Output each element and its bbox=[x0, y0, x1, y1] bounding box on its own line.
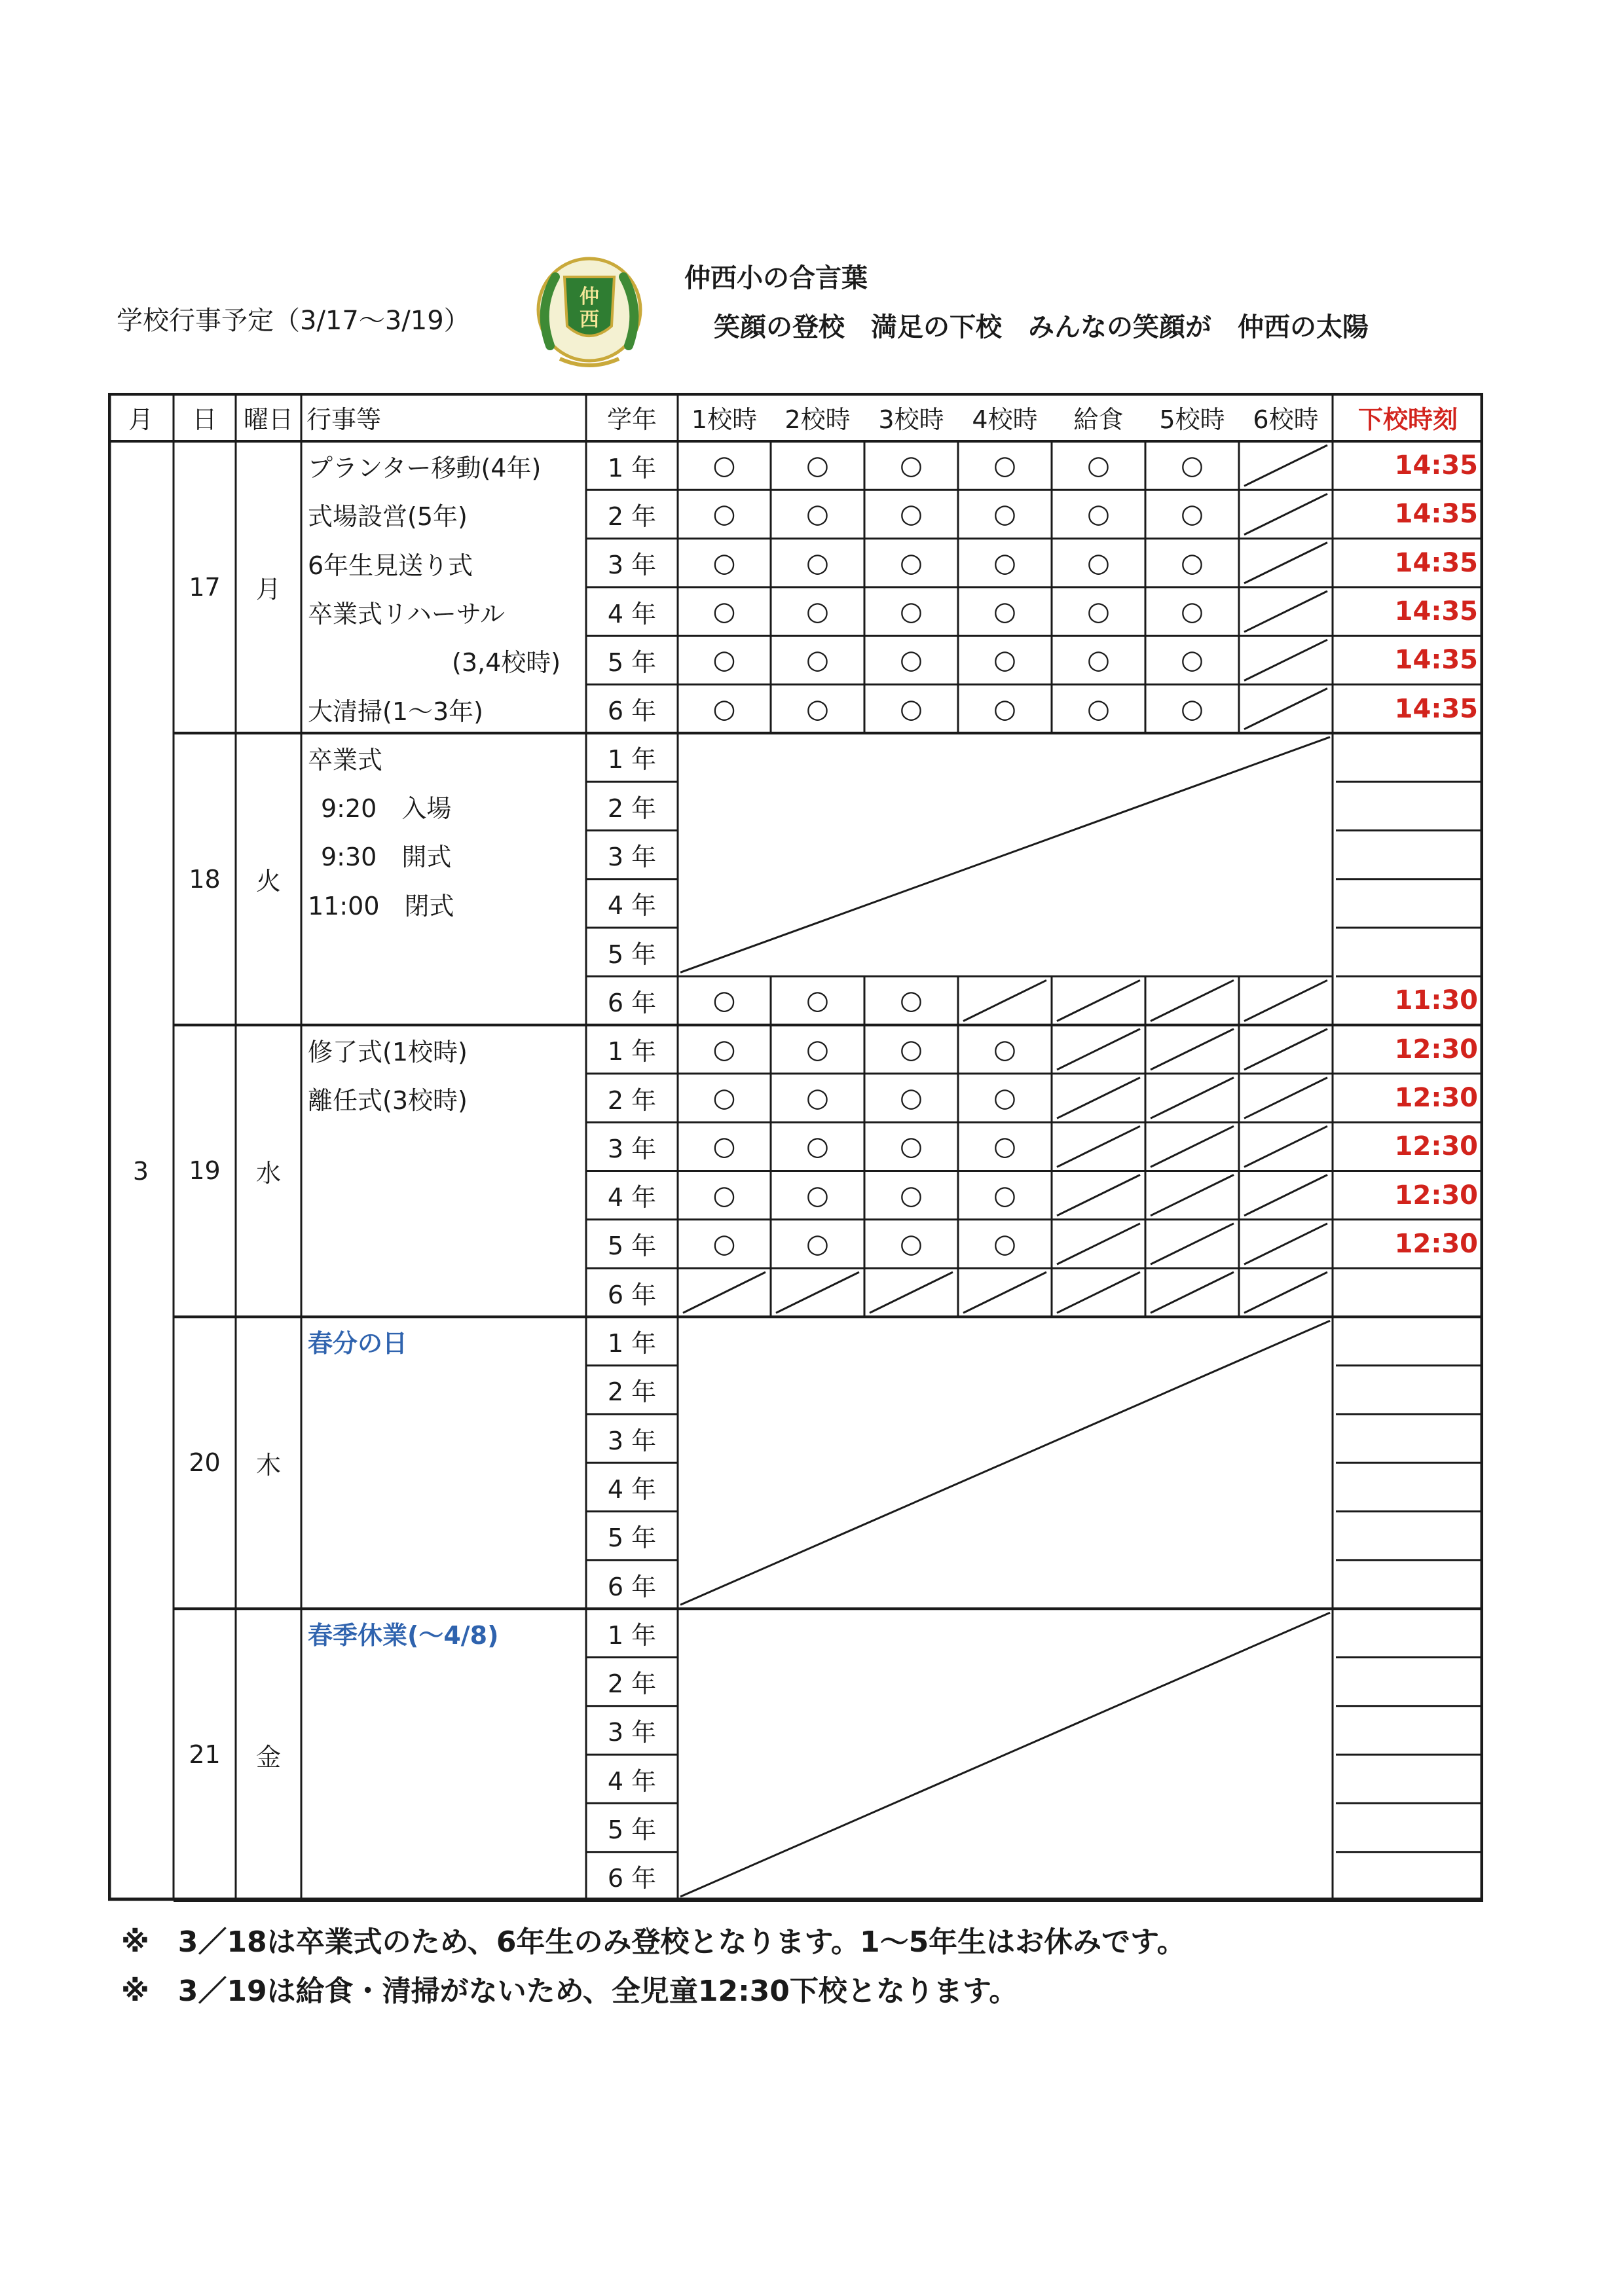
dismissal-time bbox=[1333, 1755, 1483, 1803]
event-text: 卒業式リハーサル bbox=[308, 599, 505, 629]
weekday-cell: 木 bbox=[255, 1450, 281, 1480]
svg-text:西: 西 bbox=[580, 308, 599, 331]
slash-mark bbox=[1244, 543, 1327, 583]
schedule-table bbox=[108, 393, 1483, 1905]
dismissal-time bbox=[1333, 1803, 1483, 1851]
attendance-mark: ○ bbox=[993, 1131, 1016, 1162]
grade-cell: 1 年 bbox=[607, 453, 657, 483]
dismissal-time: 12:30 bbox=[1394, 1083, 1478, 1114]
attendance-mark: ○ bbox=[900, 1034, 923, 1065]
slash-mark bbox=[1244, 640, 1327, 680]
slash-mark bbox=[1244, 1175, 1327, 1216]
dismissal-time bbox=[1333, 879, 1483, 928]
attendance-mark: ○ bbox=[806, 499, 829, 530]
attendance-mark: ○ bbox=[993, 450, 1016, 481]
dismissal-time: 14:35 bbox=[1394, 450, 1478, 481]
slash-mark bbox=[1244, 980, 1327, 1021]
col-header: 学年 bbox=[606, 405, 657, 434]
event-text: 離任式(3校時) bbox=[308, 1085, 468, 1115]
attendance-mark: ○ bbox=[993, 1034, 1016, 1065]
dismissal-time bbox=[1333, 1852, 1483, 1901]
dismissal-time: 14:35 bbox=[1394, 547, 1478, 578]
slash-mark bbox=[963, 1272, 1046, 1313]
event-text: 式場設営(5年) bbox=[308, 502, 468, 532]
attendance-mark: ○ bbox=[712, 985, 736, 1016]
col-header: 2校時 bbox=[784, 405, 851, 434]
attendance-mark: ○ bbox=[712, 596, 736, 627]
grade-cell: 6 年 bbox=[607, 1572, 657, 1601]
month-cell: 3 bbox=[132, 1156, 149, 1186]
attendance-mark: ○ bbox=[1087, 693, 1110, 724]
grade-cell: 1 年 bbox=[607, 1329, 657, 1358]
grade-cell: 5 年 bbox=[607, 1523, 657, 1553]
col-header: 下校時刻 bbox=[1357, 405, 1458, 434]
attendance-mark: ○ bbox=[1181, 499, 1204, 530]
dismissal-time bbox=[1333, 1609, 1483, 1657]
col-header: 行事等 bbox=[306, 405, 382, 434]
dismissal-time bbox=[1333, 1706, 1483, 1755]
grade-cell: 3 年 bbox=[607, 843, 657, 872]
slash-mark bbox=[1151, 1126, 1234, 1167]
motto-heading: 仲西小の合言葉 bbox=[684, 263, 868, 293]
dismissal-time bbox=[1333, 782, 1483, 830]
col-header: 曜日 bbox=[243, 405, 293, 434]
slash-mark bbox=[1057, 1272, 1140, 1313]
attendance-mark: ○ bbox=[900, 596, 923, 627]
attendance-mark: ○ bbox=[1087, 596, 1110, 627]
event-text: 9:30 開式 bbox=[321, 843, 452, 872]
attendance-mark: ○ bbox=[900, 1131, 923, 1162]
dismissal-time bbox=[1333, 1560, 1483, 1609]
dismissal-time: 12:30 bbox=[1394, 1131, 1478, 1162]
dismissal-time bbox=[1333, 928, 1483, 976]
attendance-mark: ○ bbox=[1087, 645, 1110, 676]
dismissal-time bbox=[1333, 1317, 1483, 1365]
attendance-mark: ○ bbox=[806, 1131, 829, 1162]
attendance-mark: ○ bbox=[993, 547, 1016, 578]
attendance-mark: ○ bbox=[806, 693, 829, 724]
grade-cell: 4 年 bbox=[607, 599, 657, 629]
grade-cell: 3 年 bbox=[607, 1426, 657, 1455]
grade-cell: 5 年 bbox=[607, 939, 657, 969]
event-text: 6年生見送り式 bbox=[308, 551, 473, 580]
grade-cell: 5 年 bbox=[607, 1231, 657, 1261]
dismissal-time: 12:30 bbox=[1394, 1034, 1478, 1065]
attendance-mark: ○ bbox=[900, 499, 923, 530]
dismissal-time: 12:30 bbox=[1394, 1180, 1478, 1211]
date-cell: 19 bbox=[189, 1156, 221, 1186]
grade-cell: 5 年 bbox=[607, 647, 657, 677]
dismissal-time bbox=[1333, 1366, 1483, 1414]
attendance-mark: ○ bbox=[712, 1083, 736, 1114]
attendance-mark: ○ bbox=[1181, 693, 1204, 724]
attendance-mark: ○ bbox=[1087, 450, 1110, 481]
attendance-mark: ○ bbox=[993, 499, 1016, 530]
col-header: 日 bbox=[192, 405, 217, 434]
grade-cell: 6 年 bbox=[607, 1864, 657, 1893]
slash-mark bbox=[1151, 1224, 1234, 1264]
attendance-mark: ○ bbox=[712, 645, 736, 676]
col-header: 4校時 bbox=[972, 405, 1038, 434]
attendance-mark: ○ bbox=[900, 1228, 923, 1259]
grade-cell: 3 年 bbox=[607, 1134, 657, 1163]
attendance-mark: ○ bbox=[900, 645, 923, 676]
dismissal-time bbox=[1333, 830, 1483, 879]
event-text: 9:20 入場 bbox=[321, 794, 452, 824]
attendance-mark: ○ bbox=[993, 1180, 1016, 1211]
attendance-mark: ○ bbox=[1087, 499, 1110, 530]
slash-mark bbox=[1244, 1078, 1327, 1118]
col-header: 6校時 bbox=[1253, 405, 1319, 434]
attendance-mark: ○ bbox=[900, 547, 923, 578]
attendance-mark: ○ bbox=[1087, 547, 1110, 578]
note-1: ※ 3／18は卒業式のため、6年生のみ登校となります。1〜5年生はお休みです。 bbox=[121, 1925, 1186, 1959]
slash-mark bbox=[683, 1272, 766, 1313]
motto-text: 笑顔の登校 満足の下校 みんなの笑顔が 仲西の太陽 bbox=[714, 312, 1369, 342]
attendance-mark: ○ bbox=[712, 1180, 736, 1211]
slash-mark bbox=[1057, 1175, 1140, 1216]
school-logo bbox=[524, 247, 655, 378]
slash-mark bbox=[776, 1272, 859, 1313]
date-cell: 21 bbox=[189, 1740, 221, 1770]
attendance-mark: ○ bbox=[900, 1083, 923, 1114]
attendance-mark: ○ bbox=[900, 1180, 923, 1211]
attendance-mark: ○ bbox=[806, 596, 829, 627]
slash-mark bbox=[870, 1272, 953, 1313]
big-diagonal bbox=[680, 1321, 1330, 1605]
attendance-mark: ○ bbox=[806, 450, 829, 481]
slash-mark bbox=[1244, 1126, 1327, 1167]
attendance-mark: ○ bbox=[993, 596, 1016, 627]
dismissal-time: 14:35 bbox=[1394, 596, 1478, 627]
attendance-mark: ○ bbox=[712, 450, 736, 481]
attendance-mark: ○ bbox=[806, 645, 829, 676]
dismissal-time bbox=[1333, 1414, 1483, 1463]
attendance-mark: ○ bbox=[806, 547, 829, 578]
attendance-mark: ○ bbox=[1181, 596, 1204, 627]
col-header: 給食 bbox=[1073, 405, 1124, 434]
dismissal-time bbox=[1333, 1658, 1483, 1706]
slash-mark bbox=[1057, 1029, 1140, 1070]
event-text: 11:00 閉式 bbox=[308, 891, 454, 920]
big-diagonal bbox=[680, 737, 1330, 973]
attendance-mark: ○ bbox=[1181, 547, 1204, 578]
attendance-mark: ○ bbox=[806, 1083, 829, 1114]
slash-mark bbox=[1151, 1078, 1234, 1118]
dismissal-time bbox=[1333, 1268, 1483, 1317]
grade-cell: 4 年 bbox=[607, 891, 657, 920]
slash-mark bbox=[1151, 1175, 1234, 1216]
attendance-mark: ○ bbox=[712, 499, 736, 530]
grade-cell: 2 年 bbox=[607, 501, 657, 531]
attendance-mark: ○ bbox=[993, 645, 1016, 676]
slash-mark bbox=[963, 980, 1046, 1021]
weekday-cell: 火 bbox=[255, 867, 281, 896]
event-text: プランター移動(4年) bbox=[308, 454, 542, 483]
event-text: 春季休業(〜4/8) bbox=[308, 1621, 499, 1650]
slash-mark bbox=[1244, 1224, 1327, 1264]
grade-cell: 6 年 bbox=[607, 697, 657, 726]
note-2: ※ 3／19は給食・清掃がないため、全児童12:30下校となります。 bbox=[121, 1975, 1018, 2008]
col-header: 月 bbox=[128, 405, 153, 434]
dismissal-time: 11:30 bbox=[1394, 985, 1478, 1016]
grade-cell: 3 年 bbox=[607, 551, 657, 580]
attendance-mark: ○ bbox=[806, 985, 829, 1016]
attendance-mark: ○ bbox=[900, 985, 923, 1016]
slash-mark bbox=[1244, 689, 1327, 729]
grade-cell: 1 年 bbox=[607, 1037, 657, 1066]
grade-cell: 2 年 bbox=[607, 1085, 657, 1115]
attendance-mark: ○ bbox=[900, 693, 923, 724]
grade-cell: 4 年 bbox=[607, 1766, 657, 1796]
col-header: 1校時 bbox=[691, 405, 758, 434]
grade-cell: 2 年 bbox=[607, 793, 657, 823]
date-cell: 20 bbox=[189, 1448, 221, 1478]
slash-mark bbox=[1057, 1224, 1140, 1264]
attendance-mark: ○ bbox=[712, 1034, 736, 1065]
attendance-mark: ○ bbox=[900, 450, 923, 481]
slash-mark bbox=[1244, 591, 1327, 632]
attendance-mark: ○ bbox=[712, 1228, 736, 1259]
slash-mark bbox=[1057, 1078, 1140, 1118]
big-diagonal bbox=[680, 1613, 1330, 1897]
attendance-mark: ○ bbox=[712, 547, 736, 578]
dismissal-time bbox=[1333, 1512, 1483, 1560]
weekday-cell: 水 bbox=[255, 1158, 281, 1188]
date-cell: 18 bbox=[189, 864, 221, 894]
col-header: 5校時 bbox=[1159, 405, 1225, 434]
grade-cell: 6 年 bbox=[607, 1280, 657, 1309]
attendance-mark: ○ bbox=[1181, 645, 1204, 676]
document-title: 学校行事予定（3/17〜3/19） bbox=[117, 306, 470, 336]
attendance-mark: ○ bbox=[1181, 450, 1204, 481]
dismissal-time bbox=[1333, 733, 1483, 782]
grade-cell: 4 年 bbox=[607, 1474, 657, 1504]
dismissal-time: 12:30 bbox=[1394, 1228, 1478, 1259]
event-text: 卒業式 bbox=[308, 745, 383, 774]
slash-mark bbox=[1151, 980, 1234, 1021]
grade-cell: 1 年 bbox=[607, 745, 657, 774]
dismissal-time: 14:35 bbox=[1394, 499, 1478, 530]
event-text: 春分の日 bbox=[308, 1329, 408, 1358]
dismissal-time: 14:35 bbox=[1394, 645, 1478, 676]
attendance-mark: ○ bbox=[712, 693, 736, 724]
grade-cell: 5 年 bbox=[607, 1815, 657, 1845]
slash-mark bbox=[1244, 445, 1327, 486]
col-header: 3校時 bbox=[878, 405, 944, 434]
svg-text:仲: 仲 bbox=[580, 285, 599, 308]
date-cell: 17 bbox=[189, 572, 221, 602]
grade-cell: 2 年 bbox=[607, 1377, 657, 1407]
slash-mark bbox=[1151, 1029, 1234, 1070]
attendance-mark: ○ bbox=[993, 1083, 1016, 1114]
event-text: 修了式(1校時) bbox=[308, 1037, 468, 1066]
attendance-mark: ○ bbox=[993, 693, 1016, 724]
weekday-cell: 金 bbox=[255, 1742, 281, 1772]
dismissal-time bbox=[1333, 1463, 1483, 1511]
slash-mark bbox=[1244, 1272, 1327, 1313]
event-text: (3,4校時) bbox=[452, 648, 561, 678]
grade-cell: 2 年 bbox=[607, 1669, 657, 1699]
grade-cell: 3 年 bbox=[607, 1718, 657, 1747]
slash-mark bbox=[1057, 980, 1140, 1021]
slash-mark bbox=[1057, 1126, 1140, 1167]
attendance-mark: ○ bbox=[806, 1034, 829, 1065]
attendance-mark: ○ bbox=[806, 1228, 829, 1259]
slash-mark bbox=[1151, 1272, 1234, 1313]
grade-cell: 1 年 bbox=[607, 1620, 657, 1650]
attendance-mark: ○ bbox=[806, 1180, 829, 1211]
slash-mark bbox=[1244, 1029, 1327, 1070]
weekday-cell: 月 bbox=[255, 575, 281, 604]
grade-cell: 4 年 bbox=[607, 1183, 657, 1212]
attendance-mark: ○ bbox=[993, 1228, 1016, 1259]
event-text: 大清掃(1〜3年) bbox=[308, 697, 484, 726]
slash-mark bbox=[1244, 494, 1327, 534]
dismissal-time: 14:35 bbox=[1394, 693, 1478, 724]
grade-cell: 6 年 bbox=[607, 988, 657, 1017]
attendance-mark: ○ bbox=[712, 1131, 736, 1162]
